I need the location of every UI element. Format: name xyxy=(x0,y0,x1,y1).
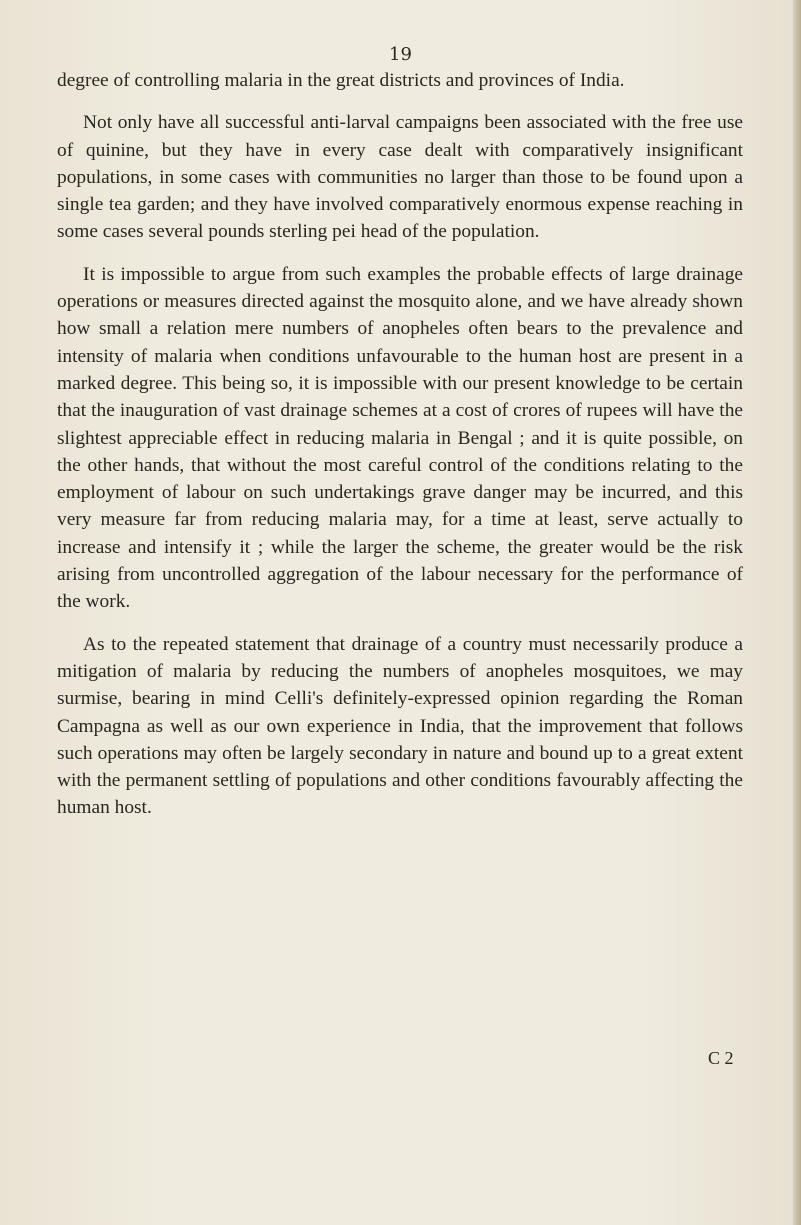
page-edge-shadow xyxy=(793,0,801,1225)
signature-mark: C 2 xyxy=(708,1048,734,1068)
page-number: 19 xyxy=(389,44,412,65)
paragraph-2: Not only have all successful anti-larval campaigns been associated with the free use of quinine, but they have in every case dealt with comparatively insignificant populations, in some cases with communities no larger than those to be found upon a single tea garden; and they have involved comparatively enormous expense reaching in some cases several pounds sterling pei head of the population. xyxy=(57,112,743,243)
paragraph-1: degree of controlling malaria in the great districts and provinces of India. xyxy=(57,70,625,91)
paragraph-4: As to the repeated statement that drainage of a country must necessarily produce a mitigation of malaria by reducing the numbers of anopheles mosquitoes, we may surmise, bearing in mind Celli's definitely-expressed opinion regarding the Roman Campagna as well as our own experience in India, that the improvement that follows such operations may often be largely secondary in nature and bound up to a great extent with the permanent settling of populations and other conditions favourably affecting the human host. xyxy=(57,633,743,819)
body-text xyxy=(57,67,743,822)
paragraph-3: It is impossible to argue from such examples the probable effects of large drainage operations or measures directed against the mosquito alone, and we have already shown how small a relation mere numbers of anopheles often bears to the prevalence and intensity of malaria when conditions unfavourable to the human host are present in a marked degree. This being so, it is impossible with our present knowledge to be certain that the inauguration of vast drainage schemes at a cost of crores of rupees will have the slightest appreciable effect in reducing malaria in Bengal ; and it is quite possible, on the other hands, that without the most careful control of the conditions relating to the employment of labour on such undertakings grave danger may be incurred, and this very measure far from reducing malaria may, for a time at least, serve actually to increase and intensify it ; while the larger the scheme, the greater would be the risk arising from uncontrolled aggregation of the labour necessary for the performance of the work. xyxy=(57,263,743,613)
